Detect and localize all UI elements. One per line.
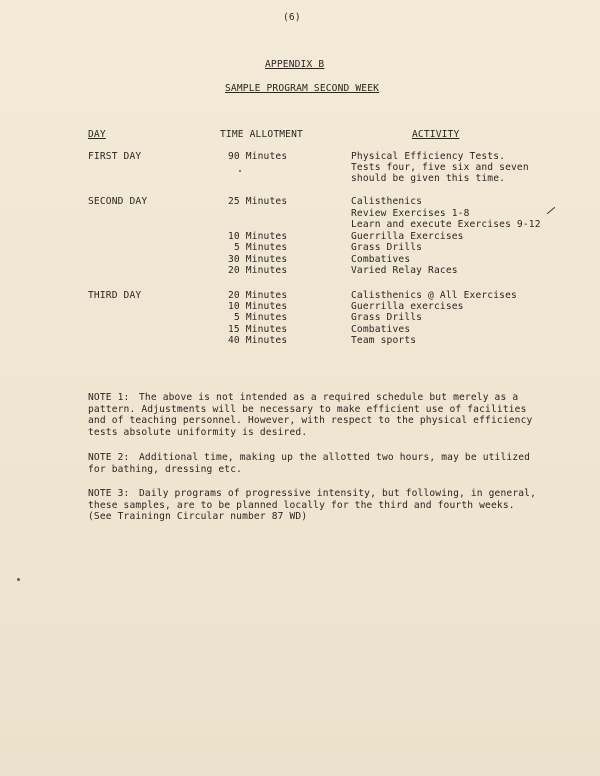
time-value: 5 Minutes <box>234 312 288 323</box>
note-line: and of teaching personnel. However, with respect to the physical efficiency <box>88 415 533 426</box>
activity-text: Team sports <box>351 335 417 346</box>
activity-text: Tests four, five six and seven <box>351 162 529 173</box>
activity-text: Physical Efficiency Tests. <box>351 151 506 162</box>
page-mark <box>17 578 20 581</box>
note-label: NOTE 1: <box>88 392 130 403</box>
time-value: 20 Minutes <box>228 265 288 276</box>
page-mark-tick <box>547 207 555 214</box>
note-line: Additional time, making up the allotted two hours, may be utilized <box>139 452 531 463</box>
note-label: NOTE 3: <box>88 488 130 499</box>
activity-text: should be given this time. <box>351 173 506 184</box>
activity-text: Calisthenics @ All Exercises <box>351 290 517 301</box>
day-label: SECOND DAY <box>88 196 148 207</box>
time-value: 20 Minutes <box>228 290 288 301</box>
time-value: 10 Minutes <box>228 231 288 242</box>
header-time: TIME ALLOTMENT <box>220 129 303 140</box>
note-line: The above is not intended as a required schedule but merely as a <box>139 392 519 403</box>
note-label: NOTE 2: <box>88 452 130 463</box>
page-mark <box>239 170 241 172</box>
time-value: 25 Minutes <box>228 196 288 207</box>
time-value: 40 Minutes <box>228 335 288 346</box>
note-line: these samples, are to be planned locally for the third and fourth weeks. <box>88 500 515 511</box>
day-label: THIRD DAY <box>88 290 142 301</box>
header-activity: ACTIVITY <box>412 129 460 140</box>
note-line: Daily programs of progressive intensity, but following, in general, <box>139 488 537 499</box>
note-line: (See Trainingn Circular number 87 WD) <box>88 511 308 522</box>
activity-text: Guerrilla exercises <box>351 301 464 312</box>
note-line: tests absolute uniformity is desired. <box>88 427 308 438</box>
time-value: 5 Minutes <box>234 242 288 253</box>
activity-text: Varied Relay Races <box>351 265 458 276</box>
header-day: DAY <box>88 129 106 140</box>
activity-text: Review Exercises 1-8 <box>351 208 470 219</box>
activity-text: Learn and execute Exercises 9-12 <box>351 219 541 230</box>
page-subtitle: SAMPLE PROGRAM SECOND WEEK <box>225 83 380 94</box>
time-value: 90 Minutes <box>228 151 288 162</box>
activity-text: Combatives <box>351 254 411 265</box>
time-value: 15 Minutes <box>228 324 288 335</box>
activity-text: Combatives <box>351 324 411 335</box>
day-label: FIRST DAY <box>88 151 142 162</box>
activity-text: Calisthenics <box>351 196 423 207</box>
note-line: pattern. Adjustments will be necessary to make efficient use of facilities <box>88 404 527 415</box>
activity-text: Grass Drills <box>351 242 423 253</box>
activity-text: Guerrilla Exercises <box>351 231 464 242</box>
page-title: APPENDIX B <box>265 59 325 70</box>
note-line: for bathing, dressing etc. <box>88 464 243 475</box>
activity-text: Grass Drills <box>351 312 423 323</box>
time-value: 10 Minutes <box>228 301 288 312</box>
time-value: 30 Minutes <box>228 254 288 265</box>
page-number: (6) <box>283 12 301 23</box>
